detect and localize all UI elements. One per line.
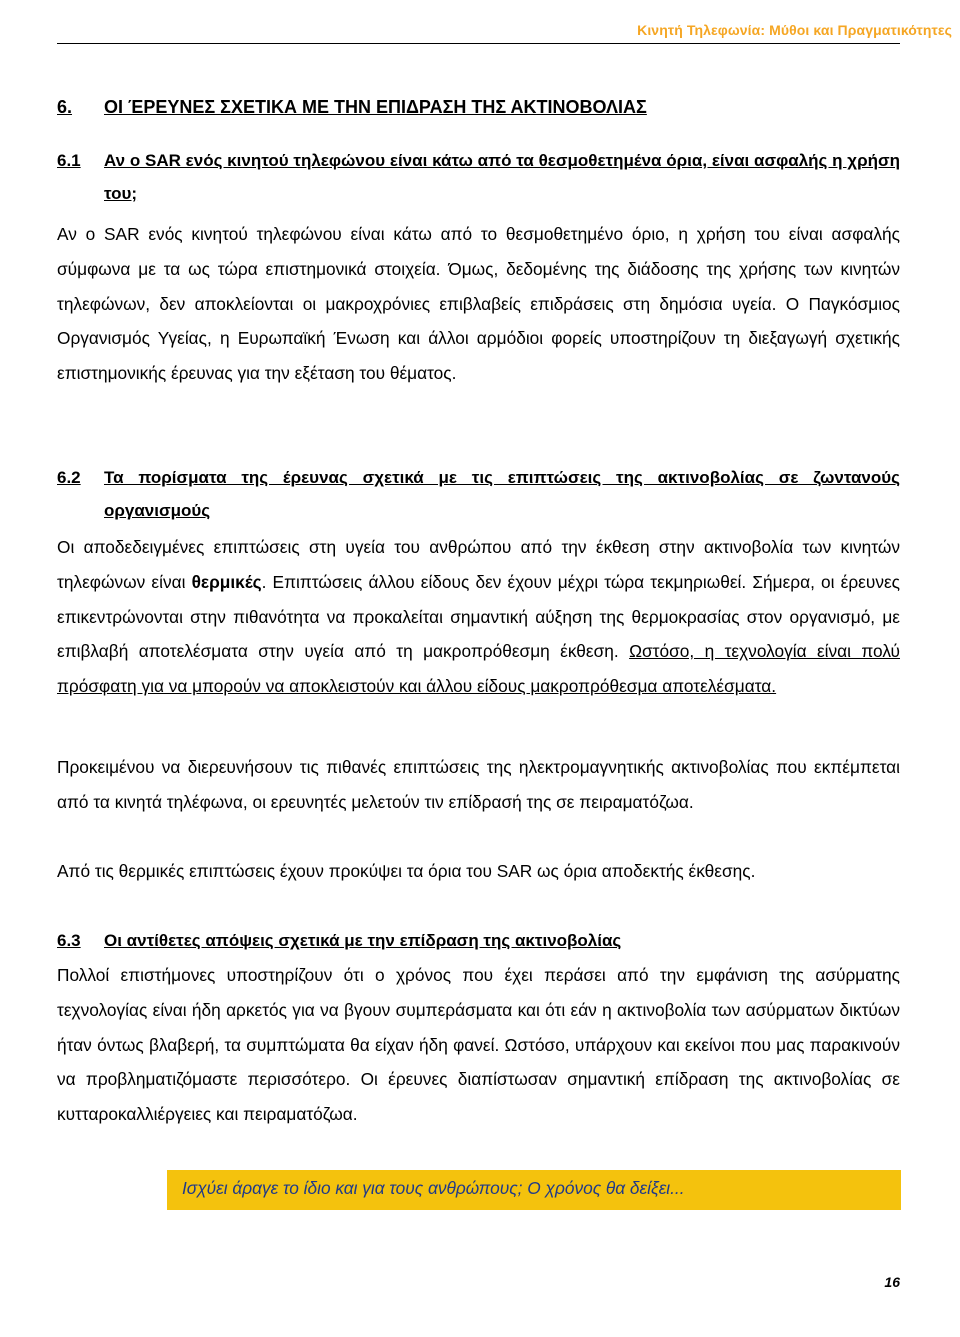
section-6-3-number: 6.3 (57, 931, 81, 950)
section-6-3-body: Πολλοί επιστήμονες υποστηρίζουν ότι ο χρόνος που έχει περάσει από την εμφάνιση της ασύρματης τεχνολογίας είναι ήδη αρκετός για να βγουν συμπεράσματα και ότι εάν η ακτινοβολία των ασύρματων δικτύων ήταν όντως βλαβερή, τα συμπτώματα θα είχαν ήδη φανεί. Ωστόσο, υπάρχουν και εκείνοι που μας παρακινούν να προβληματιζόμαστε περισσότερο. Οι έρευνες διαπίστωσαν σημαντική επίδραση της ακτινοβολίας σε κυτταροκαλλιέργειες και πειραματόζωα. (57, 965, 900, 1125)
p1-underlined-sentence: Ωστόσο, η τεχνολογία είναι πολύ πρόσφατη για να μπορούν να αποκλειστούν και άλλου είδους μακροπρόθεσμα αποτελέσματα. (57, 641, 900, 697)
section-6-3-heading (57, 924, 900, 957)
section-6-2-title: Τα πορίσματα της έρευνας σχετικά με τις επιπτώσεις της ακτινοβολίας σε ζωντανούς οργανισμούς (104, 468, 900, 520)
p1-bold-term: θερμικές (191, 571, 262, 592)
section-6-1-heading (57, 144, 900, 210)
section-6-title: ΟΙ ΈΡΕΥΝΕΣ ΣΧΕΤΙΚΑ ΜΕ ΤΗΝ ΕΠΙΔΡΑΣΗ ΤΗΣ ΑΚΤΙΝΟΒΟΛΙΑΣ (104, 97, 647, 117)
section-6-1-title: Αν ο SAR ενός κινητού τηλεφώνου είναι κάτω από τα θεσμοθετημένα όρια, είναι ασφαλής η χρήση του; (104, 151, 900, 203)
section-6-3-title: Οι αντίθετες απόψεις σχετικά με την επίδραση της ακτινοβολίας (104, 931, 622, 950)
section-6-number: 6. (57, 97, 73, 117)
section-6-2-number: 6.2 (57, 468, 81, 487)
callout-box (167, 1170, 901, 1210)
section-6-1-number: 6.1 (57, 151, 81, 170)
section-6-2-heading (57, 461, 900, 527)
section-6-1-body: Αν ο SAR ενός κινητού τηλεφώνου είναι κάτω από το θεσμοθετημένο όριο, η χρήση του είναι ασφαλής σύμφωνα με τα ως τώρα επιστημονικά στοιχεία. Όμως, δεδομένης της διάδοσης της χρήσης των κινητών τηλεφώνων, δεν αποκλείονται οι μακροχρόνιες επιβλαβείς επιδράσεις στη δημόσια υγεία. Ο Παγκόσμιος Οργανισμός Υγείας, η Ευρωπαϊκή Ένωση και άλλοι αρμόδιοι φορείς υποστηρίζουν τη διεξαγωγή σχετικής επιστημονικής έρευνας για την εξέταση του θέματος. (57, 224, 900, 384)
running-header: Κινητή Τηλεφωνία: Μύθοι και Πραγματικότητες (637, 22, 952, 38)
section-6-2-paragraph-1 (57, 530, 900, 704)
section-6-heading (57, 97, 647, 118)
p1-text-a: Οι αποδεδειγμένες επιπτώσεις στη υγεία του ανθρώπου από την έκθεση στην ακτινοβολία των κινητών τηλεφώνων είναι (57, 537, 900, 592)
section-6-2-paragraph-3: Από τις θερμικές επιπτώσεις έχουν προκύψει τα όρια του SAR ως όρια αποδεκτής έκθεσης. (57, 861, 756, 881)
section-6-2-paragraph-2: Προκειμένου να διερευνήσουν τις πιθανές επιπτώσεις της ηλεκτρομαγνητικής ακτινοβολίας που εκπέμπεται από τα κινητά τηλέφωνα, οι ερευνητές μελετούν τιν επίδρασή της σε πειραματόζωα. (57, 757, 900, 812)
p1-text-b: . Επιπτώσεις άλλου είδους δεν έχουν μέχρι τώρα τεκμηριωθεί. Σήμερα, οι έρευνες επικεντρώνονται στην πιθανότητα να προκαλείται σημαντική αύξηση της θερμοκρασίας στον οργανισμό, με επιβλαβή αποτελέσματα στην υγεία από τη μακροπρόθεσμη έκθεση. (57, 571, 901, 662)
callout-text: Ισχύει άραγε το ίδιο και για τους ανθρώπους; Ο χρόνος θα δείξει... (182, 1178, 685, 1198)
header-rule (57, 43, 900, 44)
page-number: 16 (884, 1274, 900, 1290)
